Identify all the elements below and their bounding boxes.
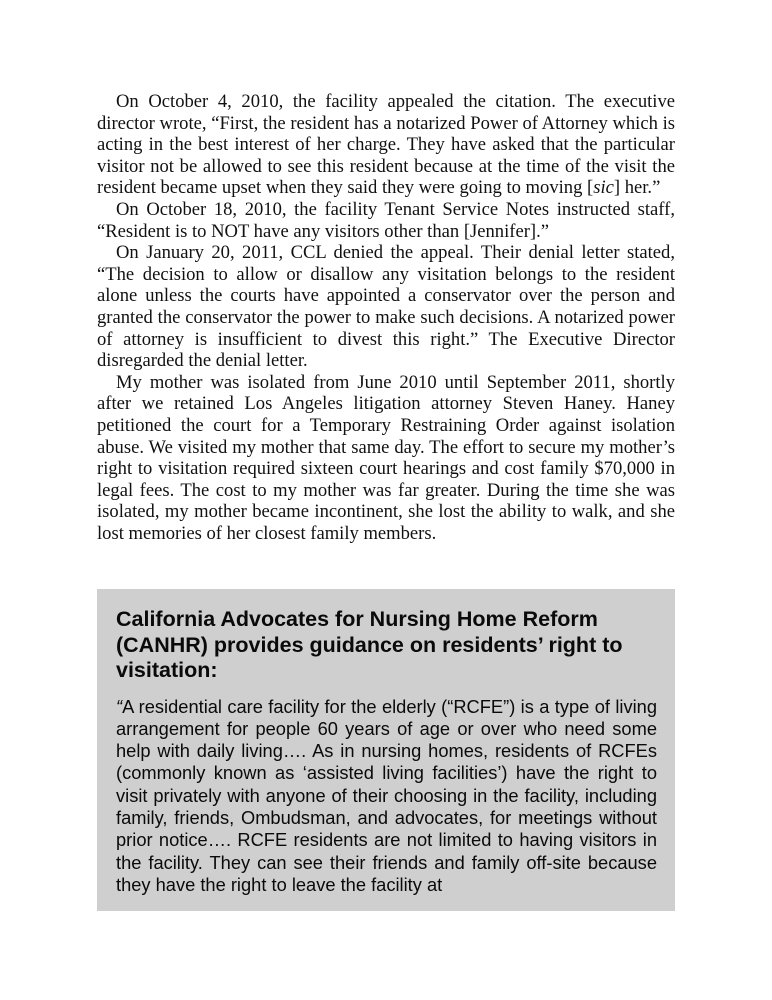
paragraph-tenant-notes: On October 18, 2010, the facility Tenant Service Notes instructed staff, “Resident is to NOT have any visitors other than [Jennifer].” (97, 198, 675, 242)
sic-notation: sic (593, 177, 614, 199)
callout-quote (116, 696, 657, 897)
callout-quote-text: A residential care facility for the elderly (“RCFE”) is a type of living arrangement for people 60 years of age or over who need some help with daily living…. As in nursing homes, residents of RCFEs (commonly known as ‘assisted living facilities’) have the right to visit privately with anyone of their choosing in the facility, including family, friends, Ombudsman, and advocates, for meetings without prior notice…. RCFE residents are not limited to having visitors in the facility. They can see their friends and family off-site because they have the right to leave the facility at (116, 695, 657, 895)
callout-heading: California Advocates for Nursing Home Reform (CANHR) provides guidance on residents’ right to visitation: (116, 607, 623, 682)
callout-open-quote: “ (116, 695, 123, 717)
callout-content (97, 589, 675, 896)
paragraph-appeal-text-start: On October 4, 2010, the facility appealed the citation. The executive director wrote, “First, the resident has a notarized Power of Attorney which is acting in the best interest of her charge. They have asked that the particular visitor not be allowed to see this resident because at the time of the visit the resident became upset when they said they were going to moving [ (97, 91, 675, 199)
paragraph-appeal-text-end: ] her.” (613, 177, 661, 199)
body-text (97, 91, 675, 544)
paragraph-isolation: My mother was isolated from June 2010 until September 2011, shortly after we retained Los Angeles litigation attorney Steven Haney. Haney petitioned the court for a Temporary Restraining Order against isolation abuse. We visited my mother that same day. The effort to secure my mother’s right to visitation required sixteen court hearings and cost family $70,000 in legal fees. The cost to my mother was far greater. During the time she was isolated, my mother became incontinent, she lost the ability to walk, and she lost memories of her closest family members. (97, 371, 675, 544)
canhr-callout-box (97, 589, 675, 911)
paragraph-denial: On January 20, 2011, CCL denied the appeal. Their denial letter stated, “The decision to allow or disallow any visitation belongs to the resident alone unless the courts have appointed a conservator over the person and granted the conservator the power to make such decisions. A notarized power of attorney is insufficient to divest this right.” The Executive Director disregarded the denial letter. (97, 242, 675, 372)
paragraph-appeal (97, 91, 675, 199)
